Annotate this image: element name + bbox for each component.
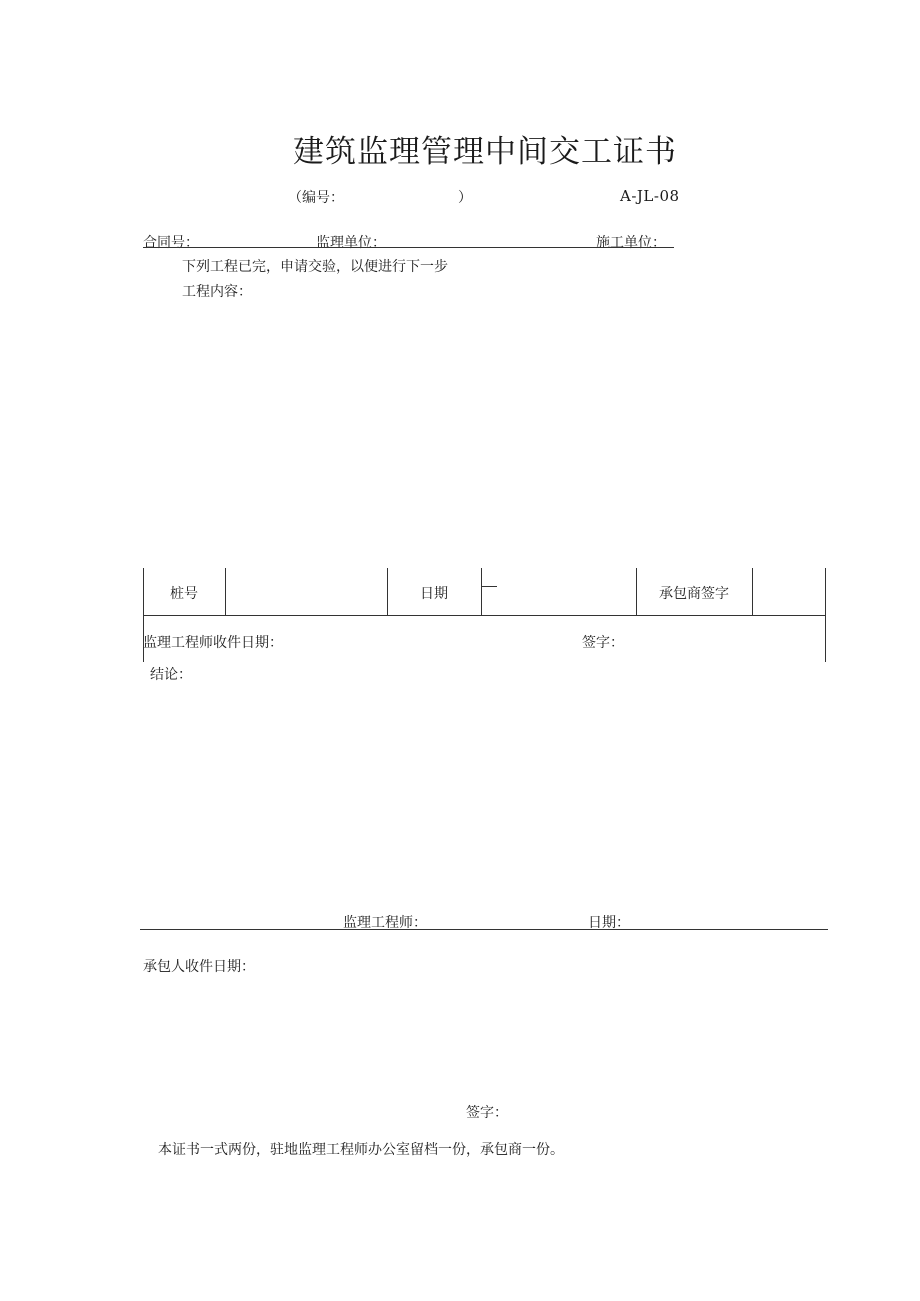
number-close-paren: ）	[458, 190, 472, 206]
table-border-right	[825, 568, 826, 662]
header-underline	[143, 247, 674, 248]
intro-statement: 下列工程已完，申请交验，以便进行下一步	[182, 259, 448, 275]
table-divider	[481, 568, 482, 615]
table-divider	[752, 568, 753, 615]
conclusion-label: 结论：	[150, 667, 192, 683]
construction-unit-label: 施工单位：	[596, 235, 666, 251]
table-divider	[225, 568, 226, 615]
engineer-receive-date-label: 监理工程师收件日期：	[143, 635, 283, 651]
contractor-sign-label: 承包商签字	[659, 586, 729, 602]
table-row-divider	[143, 615, 825, 616]
station-label: 桩号	[170, 586, 198, 602]
date-dash-mark	[482, 586, 497, 587]
engineer-sign-label: 签字：	[582, 635, 624, 651]
form-code: A-JL-08	[620, 187, 680, 205]
final-sign-label: 签字：	[466, 1105, 508, 1121]
contract-number-label: 合同号：	[143, 235, 199, 251]
contractor-receive-date-label: 承包人收件日期：	[143, 959, 255, 975]
supervising-engineer-label: 监理工程师：	[343, 915, 427, 931]
engineer-date-label: 日期：	[588, 915, 630, 931]
supervisor-unit-label: 监理单位：	[316, 235, 386, 251]
number-label: （编号：	[288, 190, 344, 206]
footnote: 本证书一式两份，驻地监理工程师办公室留档一份，承包商一份。	[158, 1142, 564, 1158]
date-label: 日期	[420, 586, 448, 602]
page-title: 建筑监理管理中间交工证书	[293, 134, 677, 170]
section-divider	[140, 929, 828, 930]
work-content-label: 工程内容：	[182, 284, 252, 300]
